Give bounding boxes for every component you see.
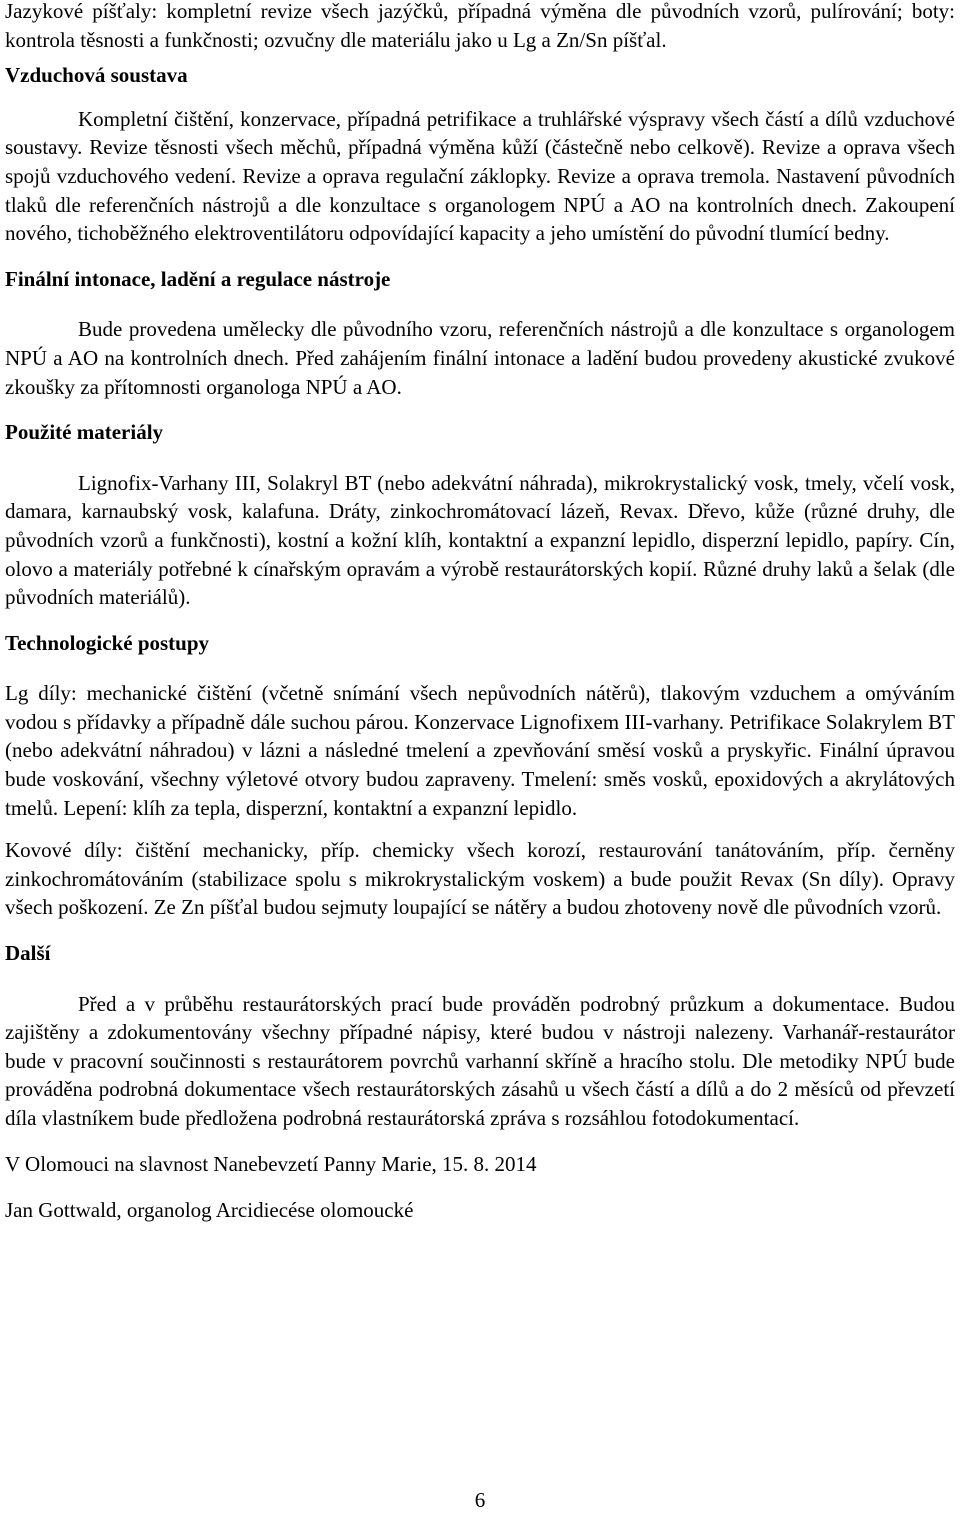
page-number: 6 <box>474 1488 486 1512</box>
author-line: Jan Gottwald, organolog Arcidiecése olomoucké <box>5 1198 414 1223</box>
other-paragraph: Před a v průběhu restaurátorských prací bude prováděn podrobný průzkum a dokumentace. Budou zajištěny a zdokumentovány všechny případné nápisy, které budou v nástroji nalezeny. Varhanář-restaurátor bude v pracovní součinnosti s restaurátorem povrchů varhanní skříně a hracího stolu. Dle metodiky NPÚ bude prováděna podrobná dokumentace všech restaurátorských zásahů u všech částí a dílů a do 2 měsíců od převzetí díla vlastníkem bude předložena podrobná restaurátorská zpráva s rozsáhlou fotodokumentací. <box>5 991 955 1130</box>
air-system-heading: Vzduchová soustava <box>5 63 188 88</box>
document-page <box>5 0 955 1225</box>
place-date-line: V Olomouci na slavnost Nanebevzetí Panny Marie, 15. 8. 2014 <box>5 1151 537 1176</box>
intonation-paragraph: Bude provedena umělecky dle původního vzoru, referenčních nástrojů a dle konzultace s organologem NPÚ a AO na kontrolních dnech. Před zahájením finální intonace a ladění budou provedeny akustické zvukové zkoušky za přítomnosti organologa NPÚ a AO. <box>5 317 955 399</box>
materials-heading: Použité materiály <box>5 420 164 445</box>
other-heading: Další <box>5 941 51 966</box>
procedures-heading: Technologické postupy <box>5 630 210 655</box>
procedures-metal-paragraph: Kovové díly: čištění mechanicky, příp. chemicky všech korozí, restaurování tanátováním, příp. černěny zinkochromátováním (stabilizace spolu s mikrokrystalickým voskem) a bude použit Revax (Sn díly). Opravy všech poškození. Ze Zn píšťal budou sejmuty loupající se nátěry a budou zhotoveny nově dle původních vzorů. <box>5 838 955 920</box>
procedures-wood-paragraph: Lg díly: mechanické čištění (včetně snímání všech nepůvodních nátěrů), tlakovým vzduchem a omýváním vodou s přídavky a případně dále suchou párou. Konzervace Lignofixem III-varhany. Petrifikace Solakrylem BT (nebo adekvátní náhradou) v lázni a následné tmelení a zpevňování směsí vosků a pryskyřic. Finální úpravou bude voskování, všechny výletové otvory budou zapraveny. Tmelení: směs vosků, epoxidových a akrylátových tmelů. Lepení: klíh za tepla, disperzní, kontaktní a expanzní lepidlo. <box>5 681 955 820</box>
intro-paragraph: Jazykové píšťaly: kompletní revize všech jazýčků, případná výměna dle původních vzorů, pulírování; boty: kontrola těsnosti a funkčnosti; ozvučny dle materiálu jako u Lg a Zn/Sn píšťal. <box>5 0 955 52</box>
air-system-paragraph: Kompletní čištění, konzervace, případná petrifikace a truhlářské výspravy všech částí a dílů vzduchové soustavy. Revize těsnosti všech měchů, případná výměna kůží (částečně nebo celkově). Revize a oprava všech spojů vzduchového vedení. Revize a oprava regulační záklopky. Revize a oprava tremola. Nastavení původních tlaků dle referenčních nástrojů a dle konzultace s organologem NPÚ a AO na kontrolních dnech. Zakoupení nového, tichoběžného elektroventilátoru odpovídající kapacity a jeho umístění do původní tlumící bedny. <box>5 106 955 246</box>
intonation-heading: Finální intonace, ladění a regulace nástroje <box>5 266 391 291</box>
materials-paragraph: Lignofix-Varhany III, Solakryl BT (nebo adekvátní náhrada), mikrokrystalický vosk, tmely, včelí vosk, damara, karnaubský vosk, kalafuna. Dráty, zinkochromátovací lázeň, Revax. Dřevo, kůže (různé druhy, dle původních vzorů a funkčnosti), kostní a kožní klíh, kontaktní a expanzní lepidlo, disperzní lepidlo, papíry. Cín, olovo a materiály potřebné k cínařským opravám a výrobě restaurátorských kopií. Různé druhy laků a šelak (dle původních materiálů). <box>5 470 955 610</box>
